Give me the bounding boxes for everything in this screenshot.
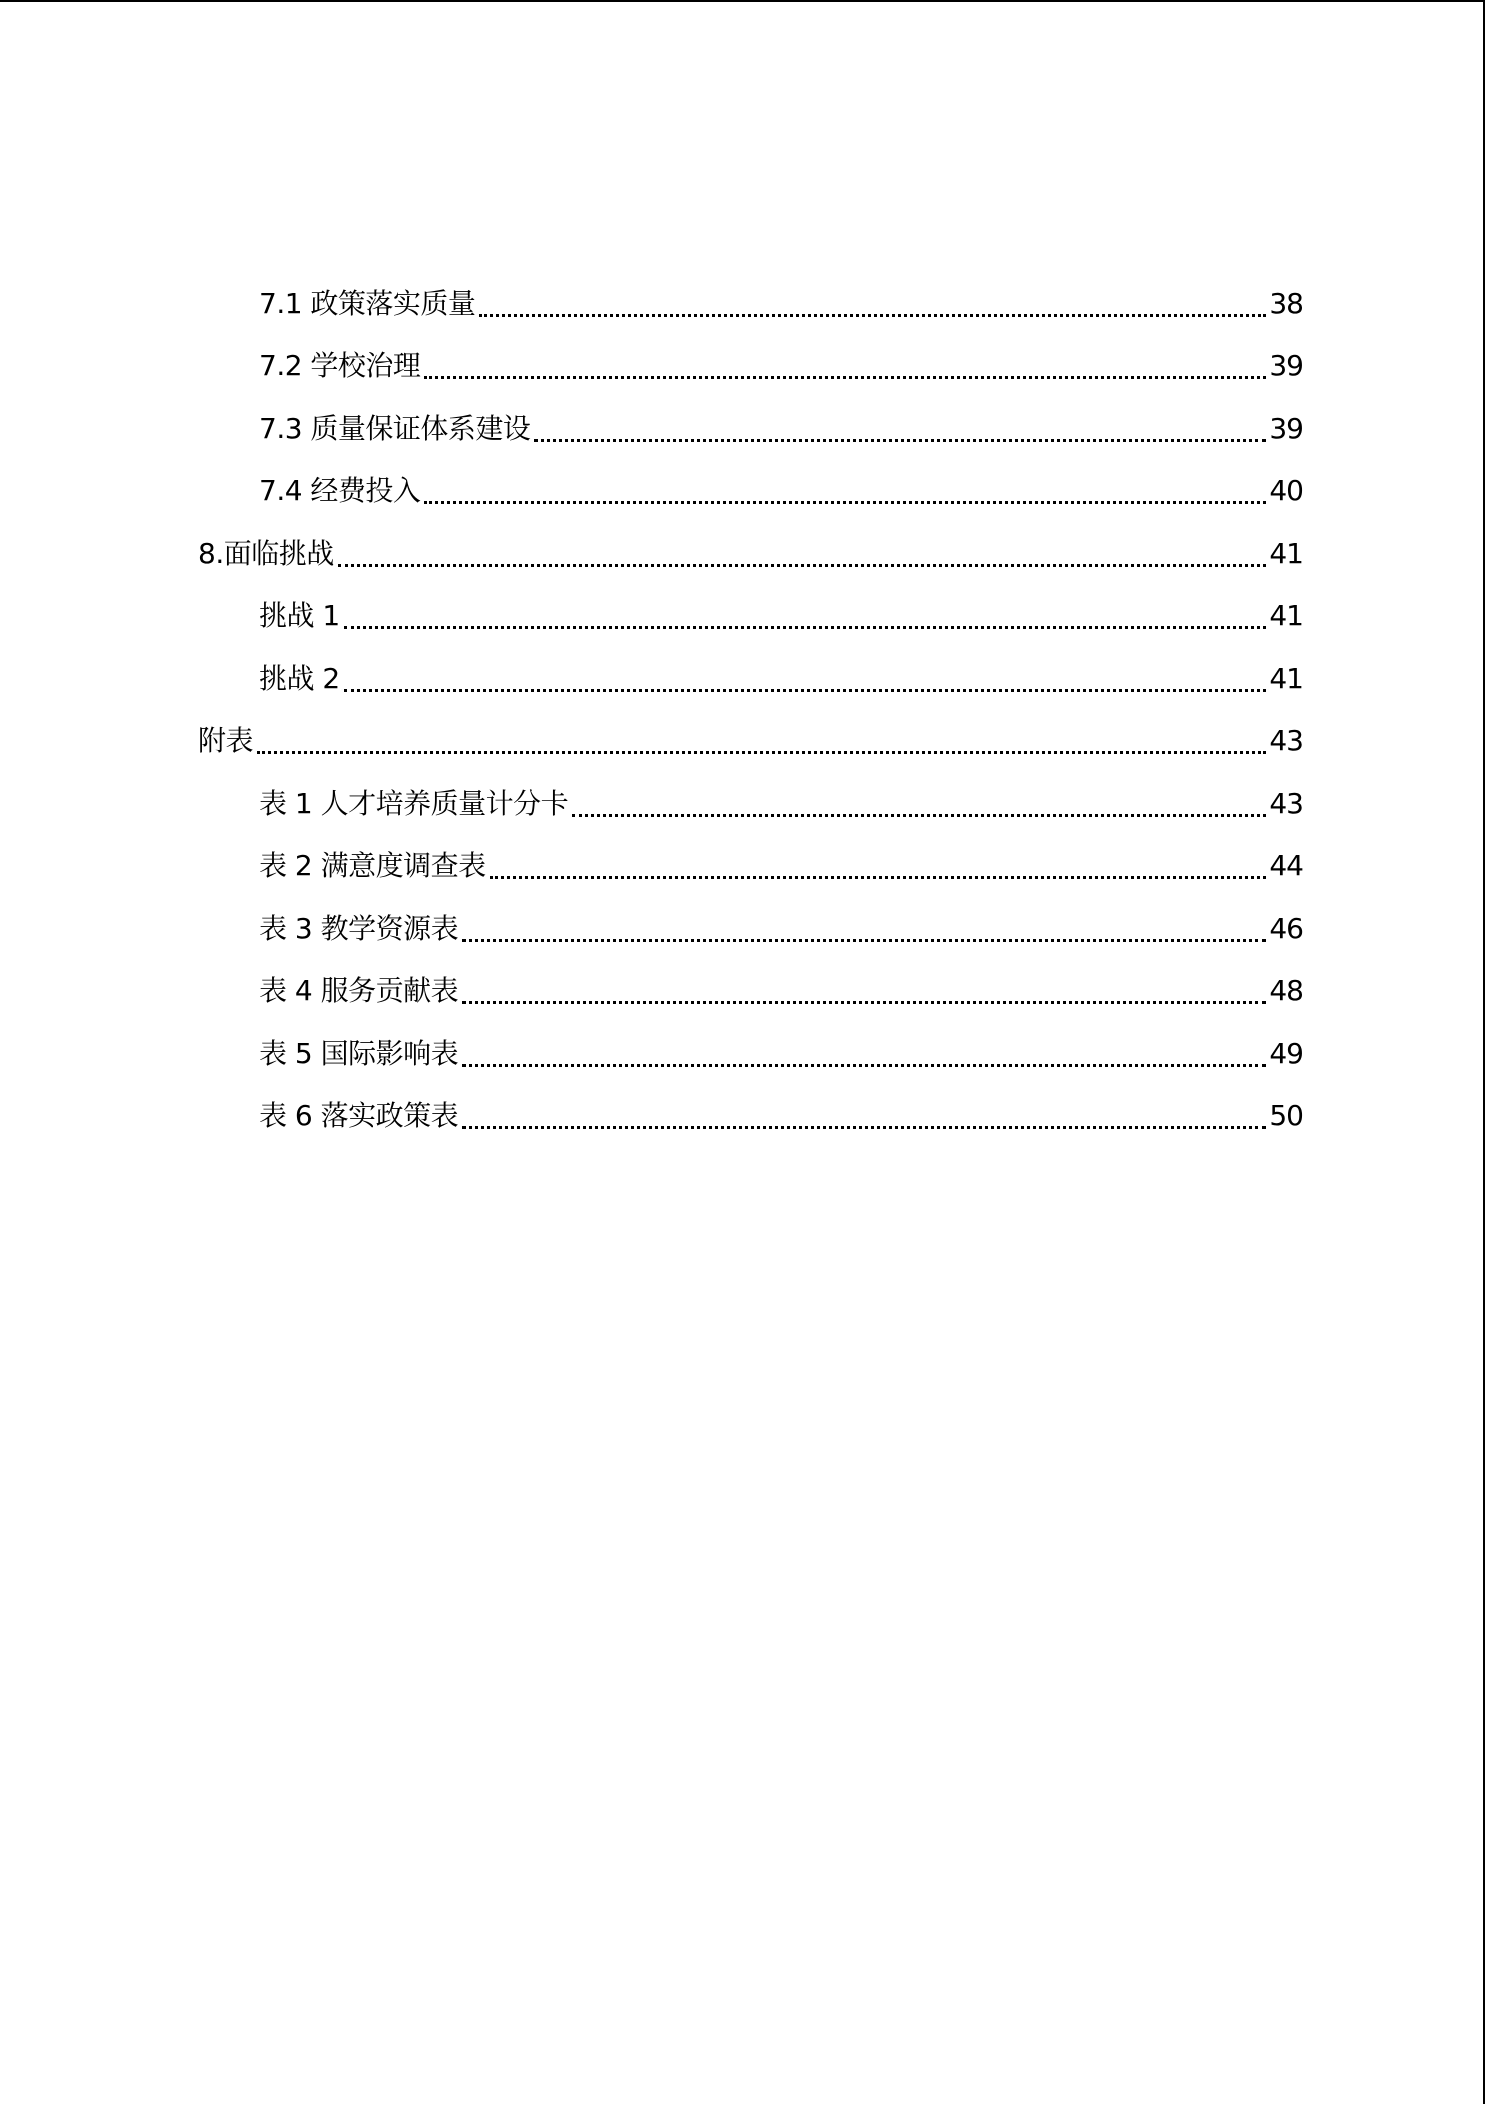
toc-page-number: 40 <box>1269 474 1303 507</box>
toc-entry-7-1[interactable] <box>259 282 1303 326</box>
dot-leader <box>462 1064 1266 1067</box>
toc-page-number: 50 <box>1269 1099 1303 1132</box>
toc-entry-table-5[interactable] <box>259 1032 1303 1076</box>
toc-entry-label: 表 4 服务贡献表 <box>259 974 459 1007</box>
toc-entry-label: 7.2 学校治理 <box>259 349 421 382</box>
toc-page-number: 41 <box>1269 599 1303 632</box>
toc-entry-label: 7.4 经费投入 <box>259 474 421 507</box>
toc-entry-table-6[interactable] <box>259 1094 1303 1138</box>
toc-entry-table-1[interactable] <box>259 782 1303 826</box>
toc-entry-table-4[interactable] <box>259 969 1303 1013</box>
dot-leader <box>490 876 1267 879</box>
toc-page-number: 41 <box>1269 537 1303 570</box>
toc-page-number: 46 <box>1269 912 1303 945</box>
dot-leader <box>462 1126 1266 1129</box>
toc-entry-appendix[interactable] <box>198 719 1303 763</box>
dot-leader <box>462 1001 1266 1004</box>
toc-page-number: 38 <box>1269 287 1303 320</box>
toc-entry-table-2[interactable] <box>259 844 1303 888</box>
toc-page-number: 43 <box>1269 724 1303 757</box>
toc-entry-7-4[interactable] <box>259 469 1303 513</box>
dot-leader <box>344 626 1267 629</box>
toc-page-number: 41 <box>1269 662 1303 695</box>
dot-leader <box>344 689 1267 692</box>
toc-entry-7-2[interactable] <box>259 344 1303 388</box>
toc-entry-label: 挑战 1 <box>259 599 340 632</box>
toc-entry-label: 7.3 质量保证体系建设 <box>259 412 531 445</box>
dot-leader <box>257 751 1266 754</box>
toc-entry-label: 表 2 满意度调查表 <box>259 849 486 882</box>
toc-entry-label: 表 6 落实政策表 <box>259 1099 459 1132</box>
toc-entry-label: 挑战 2 <box>259 662 340 695</box>
toc-entry-label: 表 5 国际影响表 <box>259 1037 459 1070</box>
toc-entry-label: 表 3 教学资源表 <box>259 912 459 945</box>
toc-entry-label: 8.面临挑战 <box>198 537 334 570</box>
dot-leader <box>424 376 1266 379</box>
dot-leader <box>479 314 1266 317</box>
dot-leader <box>462 939 1266 942</box>
toc-entry-label: 7.1 政策落实质量 <box>259 287 476 320</box>
toc-entry-label: 表 1 人才培养质量计分卡 <box>259 787 569 820</box>
dot-leader <box>572 814 1266 817</box>
toc-entry-challenge-2[interactable] <box>259 657 1303 701</box>
toc-page-number: 49 <box>1269 1037 1303 1070</box>
dot-leader <box>534 439 1266 442</box>
dot-leader <box>338 564 1267 567</box>
toc-page-number: 48 <box>1269 974 1303 1007</box>
toc-page-number: 39 <box>1269 349 1303 382</box>
toc-page-number: 43 <box>1269 787 1303 820</box>
dot-leader <box>424 501 1266 504</box>
toc-entry-8[interactable] <box>198 532 1303 576</box>
toc-page-number: 44 <box>1269 849 1303 882</box>
toc-entry-table-3[interactable] <box>259 907 1303 951</box>
toc-entry-label: 附表 <box>198 724 254 757</box>
toc-entry-challenge-1[interactable] <box>259 594 1303 638</box>
toc-page-number: 39 <box>1269 412 1303 445</box>
toc-entry-7-3[interactable] <box>259 407 1303 451</box>
